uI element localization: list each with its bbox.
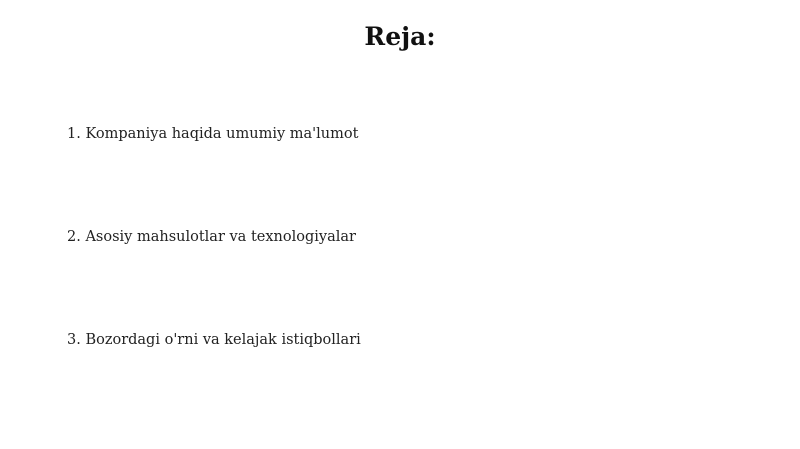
slide-title: Reja: [364, 22, 436, 51]
plan-item-2: 2. Asosiy mahsulotlar va texnologiyalar [67, 229, 356, 245]
plan-item-3: 3. Bozordagi o'rni va kelajak istiqbollari [67, 332, 361, 348]
plan-item-1: 1. Kompaniya haqida umumiy ma'lumot [67, 126, 359, 142]
